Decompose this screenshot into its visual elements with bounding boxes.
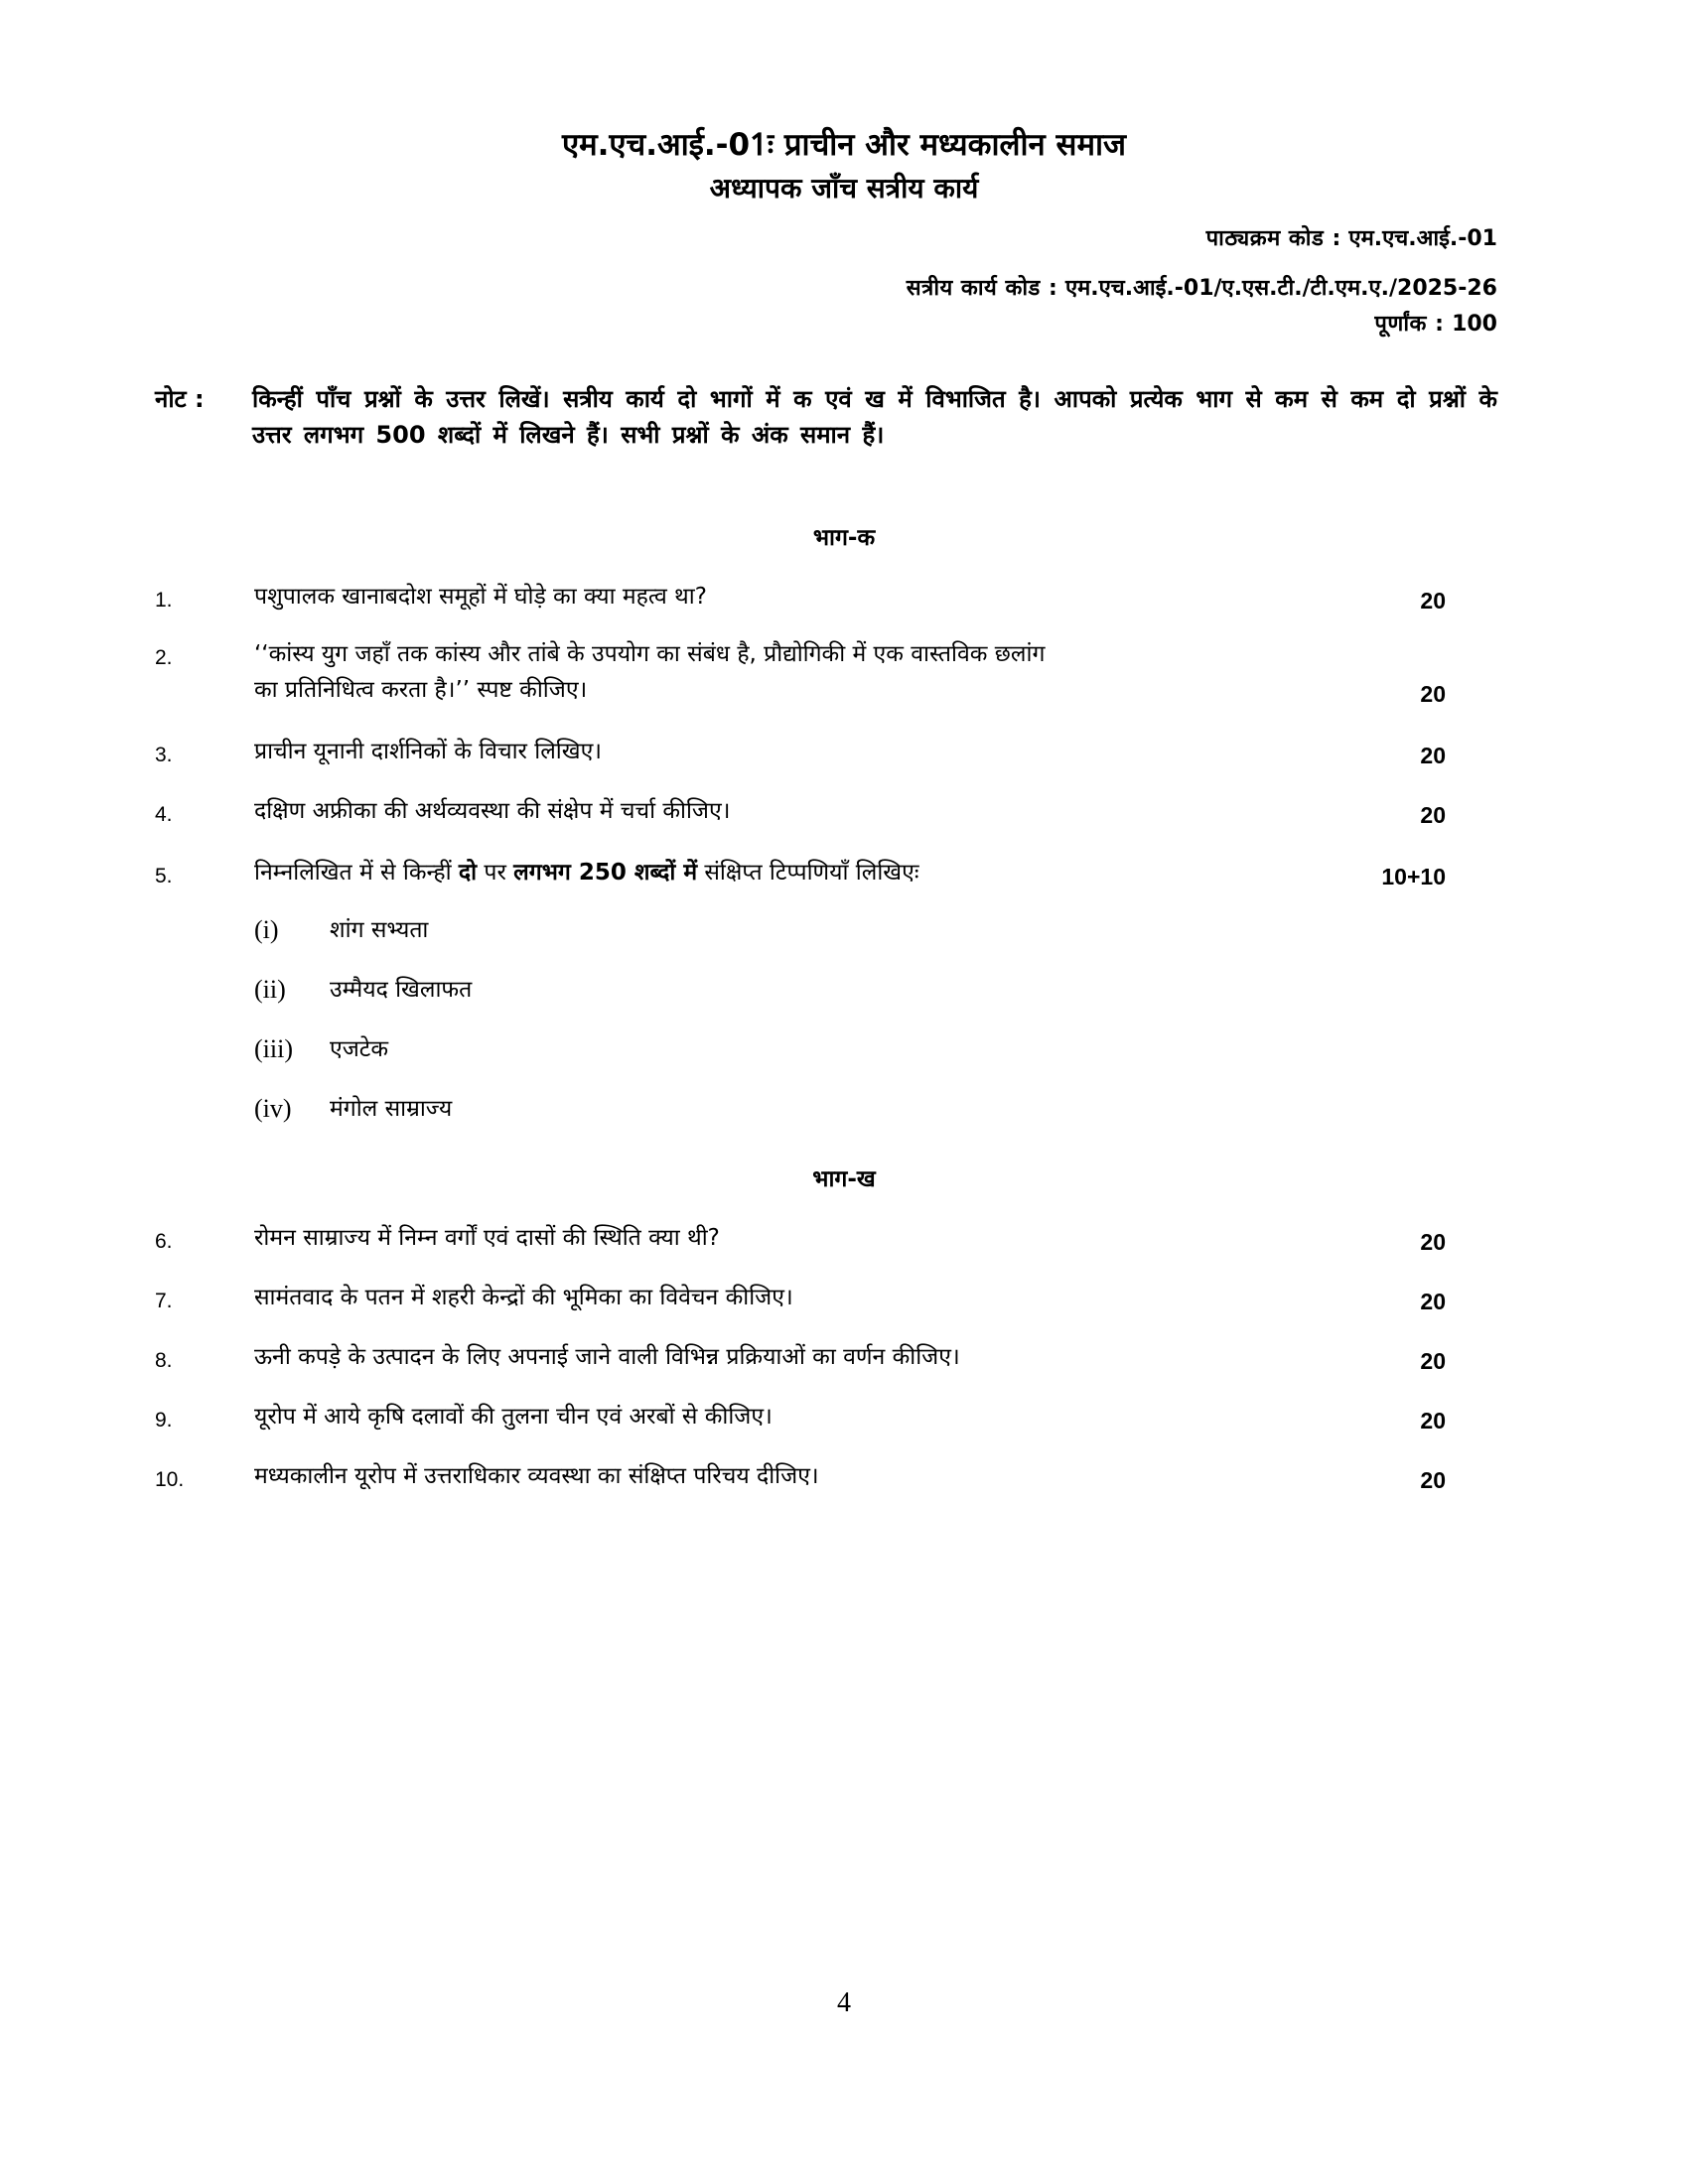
question-number: 8.	[155, 1349, 173, 1372]
subitem-number: (iii)	[254, 1034, 293, 1063]
page-subtitle: अध्यापक जाँच सत्रीय कार्य	[709, 172, 979, 205]
subitem-text: उम्मैयद खिलाफत	[330, 977, 473, 1003]
question-text-line2: का प्रतिनिधित्व करता है।’’ स्पष्ट कीजिए।	[254, 677, 588, 703]
max-marks-label: पूर्णांक :	[1374, 312, 1445, 337]
page-title: एम.एच.आई.-01ः प्राचीन और मध्यकालीन समाज	[561, 127, 1127, 163]
question-marks: 20	[1420, 1467, 1446, 1493]
question-marks: 20	[1420, 588, 1446, 614]
max-marks-value: 100	[1452, 312, 1497, 337]
question-marks: 20	[1420, 681, 1446, 707]
question-text: सामंतवाद के पतन में शहरी केन्द्रों की भूमिका का विवेचन कीजिए।	[254, 1285, 793, 1310]
question-number: 3.	[155, 744, 173, 766]
question-number: 2.	[155, 646, 173, 669]
note-text: किन्हीं पाँच प्रश्नों के उत्तर लिखें। सत्रीय कार्य दो भागों में क एवं ख में विभाजित है। आपको प्रत्येक भाग से कम से कम दो प्रश्नों के उत्तर लगभग 500 शब्दों में लिखने हैं। सभी प्रश्नों के अंक समान हैं।	[252, 385, 1497, 449]
question-number: 1.	[155, 589, 173, 612]
question-text: यूरोप में आये कृषि दलावों की तुलना चीन एवं अरबों से कीजिए।	[254, 1404, 773, 1430]
subitem-text: शांग सभ्यता	[330, 917, 429, 943]
section-b-heading: भाग-ख	[812, 1166, 876, 1192]
question-number: 5.	[155, 865, 173, 887]
question-text: मध्यकालीन यूरोप में उत्तराधिकार व्यवस्था का संक्षिप्त परिचय दीजिए।	[254, 1463, 819, 1489]
question-number: 10.	[155, 1468, 185, 1491]
question-marks: 20	[1420, 1289, 1446, 1314]
question-number: 6.	[155, 1230, 173, 1253]
question-text: रोमन साम्राज्य में निम्न वर्गों एवं दासों की स्थिति क्या थी?	[254, 1225, 720, 1251]
question-text: ऊनी कपड़े के उत्पादन के लिए अपनाई जाने वाली विभिन्न प्रक्रियाओं का वर्णन कीजिए।	[254, 1344, 960, 1370]
question-text: निम्नलिखित में से किन्हीं दो पर लगभग 250 शब्दों में संक्षिप्त टिप्पणियाँ लिखिएः	[254, 860, 919, 886]
subitem-text: एजटेक	[330, 1036, 389, 1062]
subitem-text: मंगोल साम्राज्य	[330, 1096, 453, 1122]
course-code-value: एम.एच.आई.-01	[1348, 226, 1497, 251]
question-marks: 20	[1420, 743, 1446, 768]
question-marks: 10+10	[1381, 864, 1446, 889]
course-code-label: पाठ्यक्रम कोड :	[1205, 226, 1341, 251]
assignment-code	[907, 272, 1497, 302]
assignment-code-value: एम.एच.आई.-01/ए.एस.टी./टी.एम.ए./2025-26	[1064, 276, 1497, 301]
question-text: दक्षिण अफ्रीका की अर्थव्यवस्था की संक्षेप में चर्चा कीजिए।	[254, 798, 731, 824]
subitem-number: (i)	[254, 915, 279, 944]
question-number: 7.	[155, 1290, 173, 1312]
section-a-heading: भाग-क	[812, 525, 876, 551]
question-number: 4.	[155, 803, 173, 826]
question-marks: 20	[1420, 1408, 1446, 1433]
question-text-line1: ‘‘कांस्य युग जहाँ तक कांस्य और तांबे के उपयोग का संबंध है, प्रौद्योगिकी में एक वास्तविक छलांग	[254, 641, 1046, 667]
assignment-code-label: सत्रीय कार्य कोड :	[906, 276, 1058, 301]
question-text: पशुपालक खानाबदोश समूहों में घोड़े का क्या महत्व था?	[254, 584, 707, 610]
max-marks	[1374, 308, 1497, 338]
question-marks: 20	[1420, 1229, 1446, 1255]
course-code	[1206, 222, 1497, 252]
question-marks: 20	[1420, 802, 1446, 828]
question-marks: 20	[1420, 1348, 1446, 1374]
subitem-number: (ii)	[254, 975, 286, 1004]
subitem-number: (iv)	[254, 1094, 292, 1123]
note-label: नोट :	[155, 385, 205, 413]
question-text: प्राचीन यूनानी दार्शनिकों के विचार लिखिए।	[254, 739, 602, 764]
page-number: 4	[837, 1987, 851, 2018]
question-number: 9.	[155, 1409, 173, 1432]
